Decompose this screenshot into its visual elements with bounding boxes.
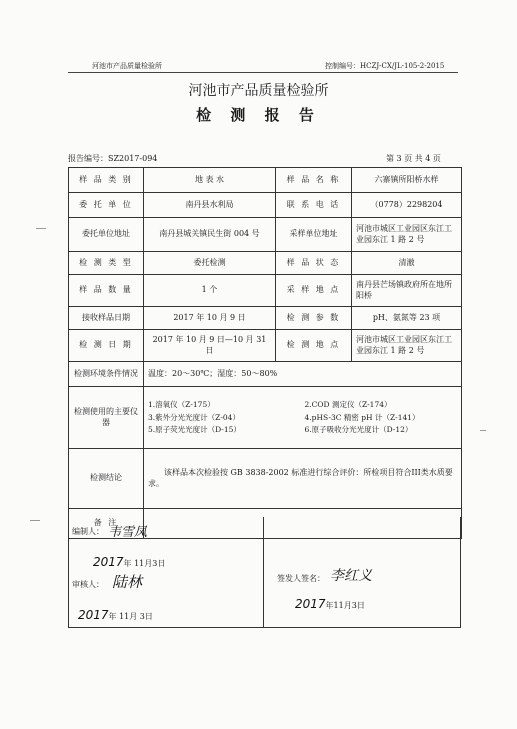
table-row (69, 275, 462, 307)
sample-name-label: 样 品 名 称 (276, 168, 352, 193)
compiler-signature: 韦雪凤 (108, 525, 148, 540)
sample-state-label: 样 品 状 态 (276, 252, 352, 275)
table-row (69, 307, 462, 330)
margin-mark (30, 520, 40, 521)
receive-date-label: 接收样品日期 (69, 307, 144, 330)
issuer-date-year: 2017 (295, 597, 326, 611)
environment-label: 检测环境条件情况 (69, 362, 144, 387)
client-address-label: 委托单位地址 (69, 218, 144, 252)
instrument-item: 5.原子荧光光度计（D-15） (148, 425, 241, 435)
header-divider (68, 72, 458, 73)
client-label: 委 托 单 位 (69, 193, 144, 218)
header-control-number: 控制编号：HCZJ-CX/JL-105-2-2015 (325, 62, 445, 70)
table-row (69, 330, 462, 362)
compiler-label: 编制人： (72, 527, 104, 536)
instrument-item: 3.紫外分光光度计（Z-04） (148, 412, 240, 422)
sampling-site-label: 采 样 地 点 (276, 275, 352, 307)
signature-divider (263, 517, 264, 627)
sample-category-value: 地 表 水 (144, 168, 276, 193)
reviewer-label: 审核人： (72, 580, 104, 589)
test-type-label: 检 测 类 型 (69, 252, 144, 275)
report-table (68, 167, 462, 539)
instruments-value (144, 387, 462, 449)
table-row (69, 362, 462, 387)
test-params-value: pH、氨氮等 23 项 (352, 307, 462, 330)
compiler-date-rest: 年 11月3日 (123, 559, 166, 568)
environment-value: 温度：20～30℃；湿度：50～80% (144, 362, 462, 387)
sampling-site-value: 南丹县芒场镇政府所在地所阳桥 (352, 275, 462, 307)
issuer-date (295, 593, 365, 612)
test-date-value: 2017 年 10 月 9 日—10 月 31 日 (144, 330, 276, 362)
table-row (69, 218, 462, 252)
issuer-label: 签发人签名： (277, 574, 325, 583)
test-params-label: 检 测 参 数 (276, 307, 352, 330)
table-row (69, 193, 462, 218)
report-number: 报告编号：SZ2017-094 (68, 154, 158, 163)
instrument-item: 6.原子吸收分光光度计（D-12） (304, 425, 413, 435)
test-site-value: 河池市城区工业园区东江工业园东江 1 路 2 号 (352, 330, 462, 362)
compiler-date-year: 2017 (93, 555, 124, 569)
instruments-label: 检测使用的主要仪器 (69, 387, 144, 449)
institute-name: 河池市产品质量检验所 (188, 83, 329, 99)
reviewer-signature: 陆林 (112, 573, 143, 591)
client-value: 南丹县水利局 (144, 193, 276, 218)
instrument-item: 2.COD 测定仪（Z-174） (304, 399, 392, 409)
phone-label: 联 系 电 话 (276, 193, 352, 218)
report-title: 检 测 报 告 (196, 106, 321, 124)
remarks-label: 备 注 (69, 509, 144, 539)
sample-quantity-label: 样 品 数 量 (69, 275, 144, 307)
phone-value: （0778）2298204 (352, 193, 462, 218)
conclusion-value: 该样品本次检验按 GB 3838-2002 标准进行综合评价：所检项目符合III类水质要求。 (144, 449, 462, 509)
conclusion-label: 检测结论 (69, 449, 144, 509)
sampler-address-label: 采样单位地址 (276, 218, 352, 252)
client-address-value: 南丹县城关镇民生街 004 号 (144, 218, 276, 252)
test-type-value: 委托检测 (144, 252, 276, 275)
test-date-label: 检 测 日 期 (69, 330, 144, 362)
reviewer-date (78, 604, 153, 623)
margin-mark (36, 228, 46, 229)
issuer-date-rest: 年11月3日 (325, 601, 365, 610)
reviewer-date-rest: 年 11月 3日 (108, 612, 153, 621)
sample-quantity-value: 1 个 (144, 275, 276, 307)
sample-category-label: 样 品 类 别 (69, 168, 144, 193)
reviewer-date-year: 2017 (78, 608, 109, 622)
page-number: 第 3 页 共 4 页 (386, 154, 441, 163)
issuer-signature: 李红义 (330, 568, 372, 584)
compiler-date (93, 551, 165, 570)
table-row (69, 252, 462, 275)
sample-state-value: 清澈 (352, 252, 462, 275)
table-row (69, 387, 462, 449)
sampler-address-value: 河池市城区工业园区东江工业园东江 1 路 2 号 (352, 218, 462, 252)
table-row (69, 168, 462, 193)
instrument-item: 1.溶氧仪（Z-175） (148, 399, 215, 409)
instrument-item: 4.pHS-3C 精密 pH 计（Z-141） (304, 412, 420, 422)
margin-mark (480, 430, 486, 431)
sample-name-value: 六寨镇所阳桥水样 (352, 168, 462, 193)
receive-date-value: 2017 年 10 月 9 日 (144, 307, 276, 330)
test-site-label: 检 测 地 点 (276, 330, 352, 362)
table-row (69, 449, 462, 509)
header-left: 河池市产品质量检验所 (92, 62, 162, 70)
